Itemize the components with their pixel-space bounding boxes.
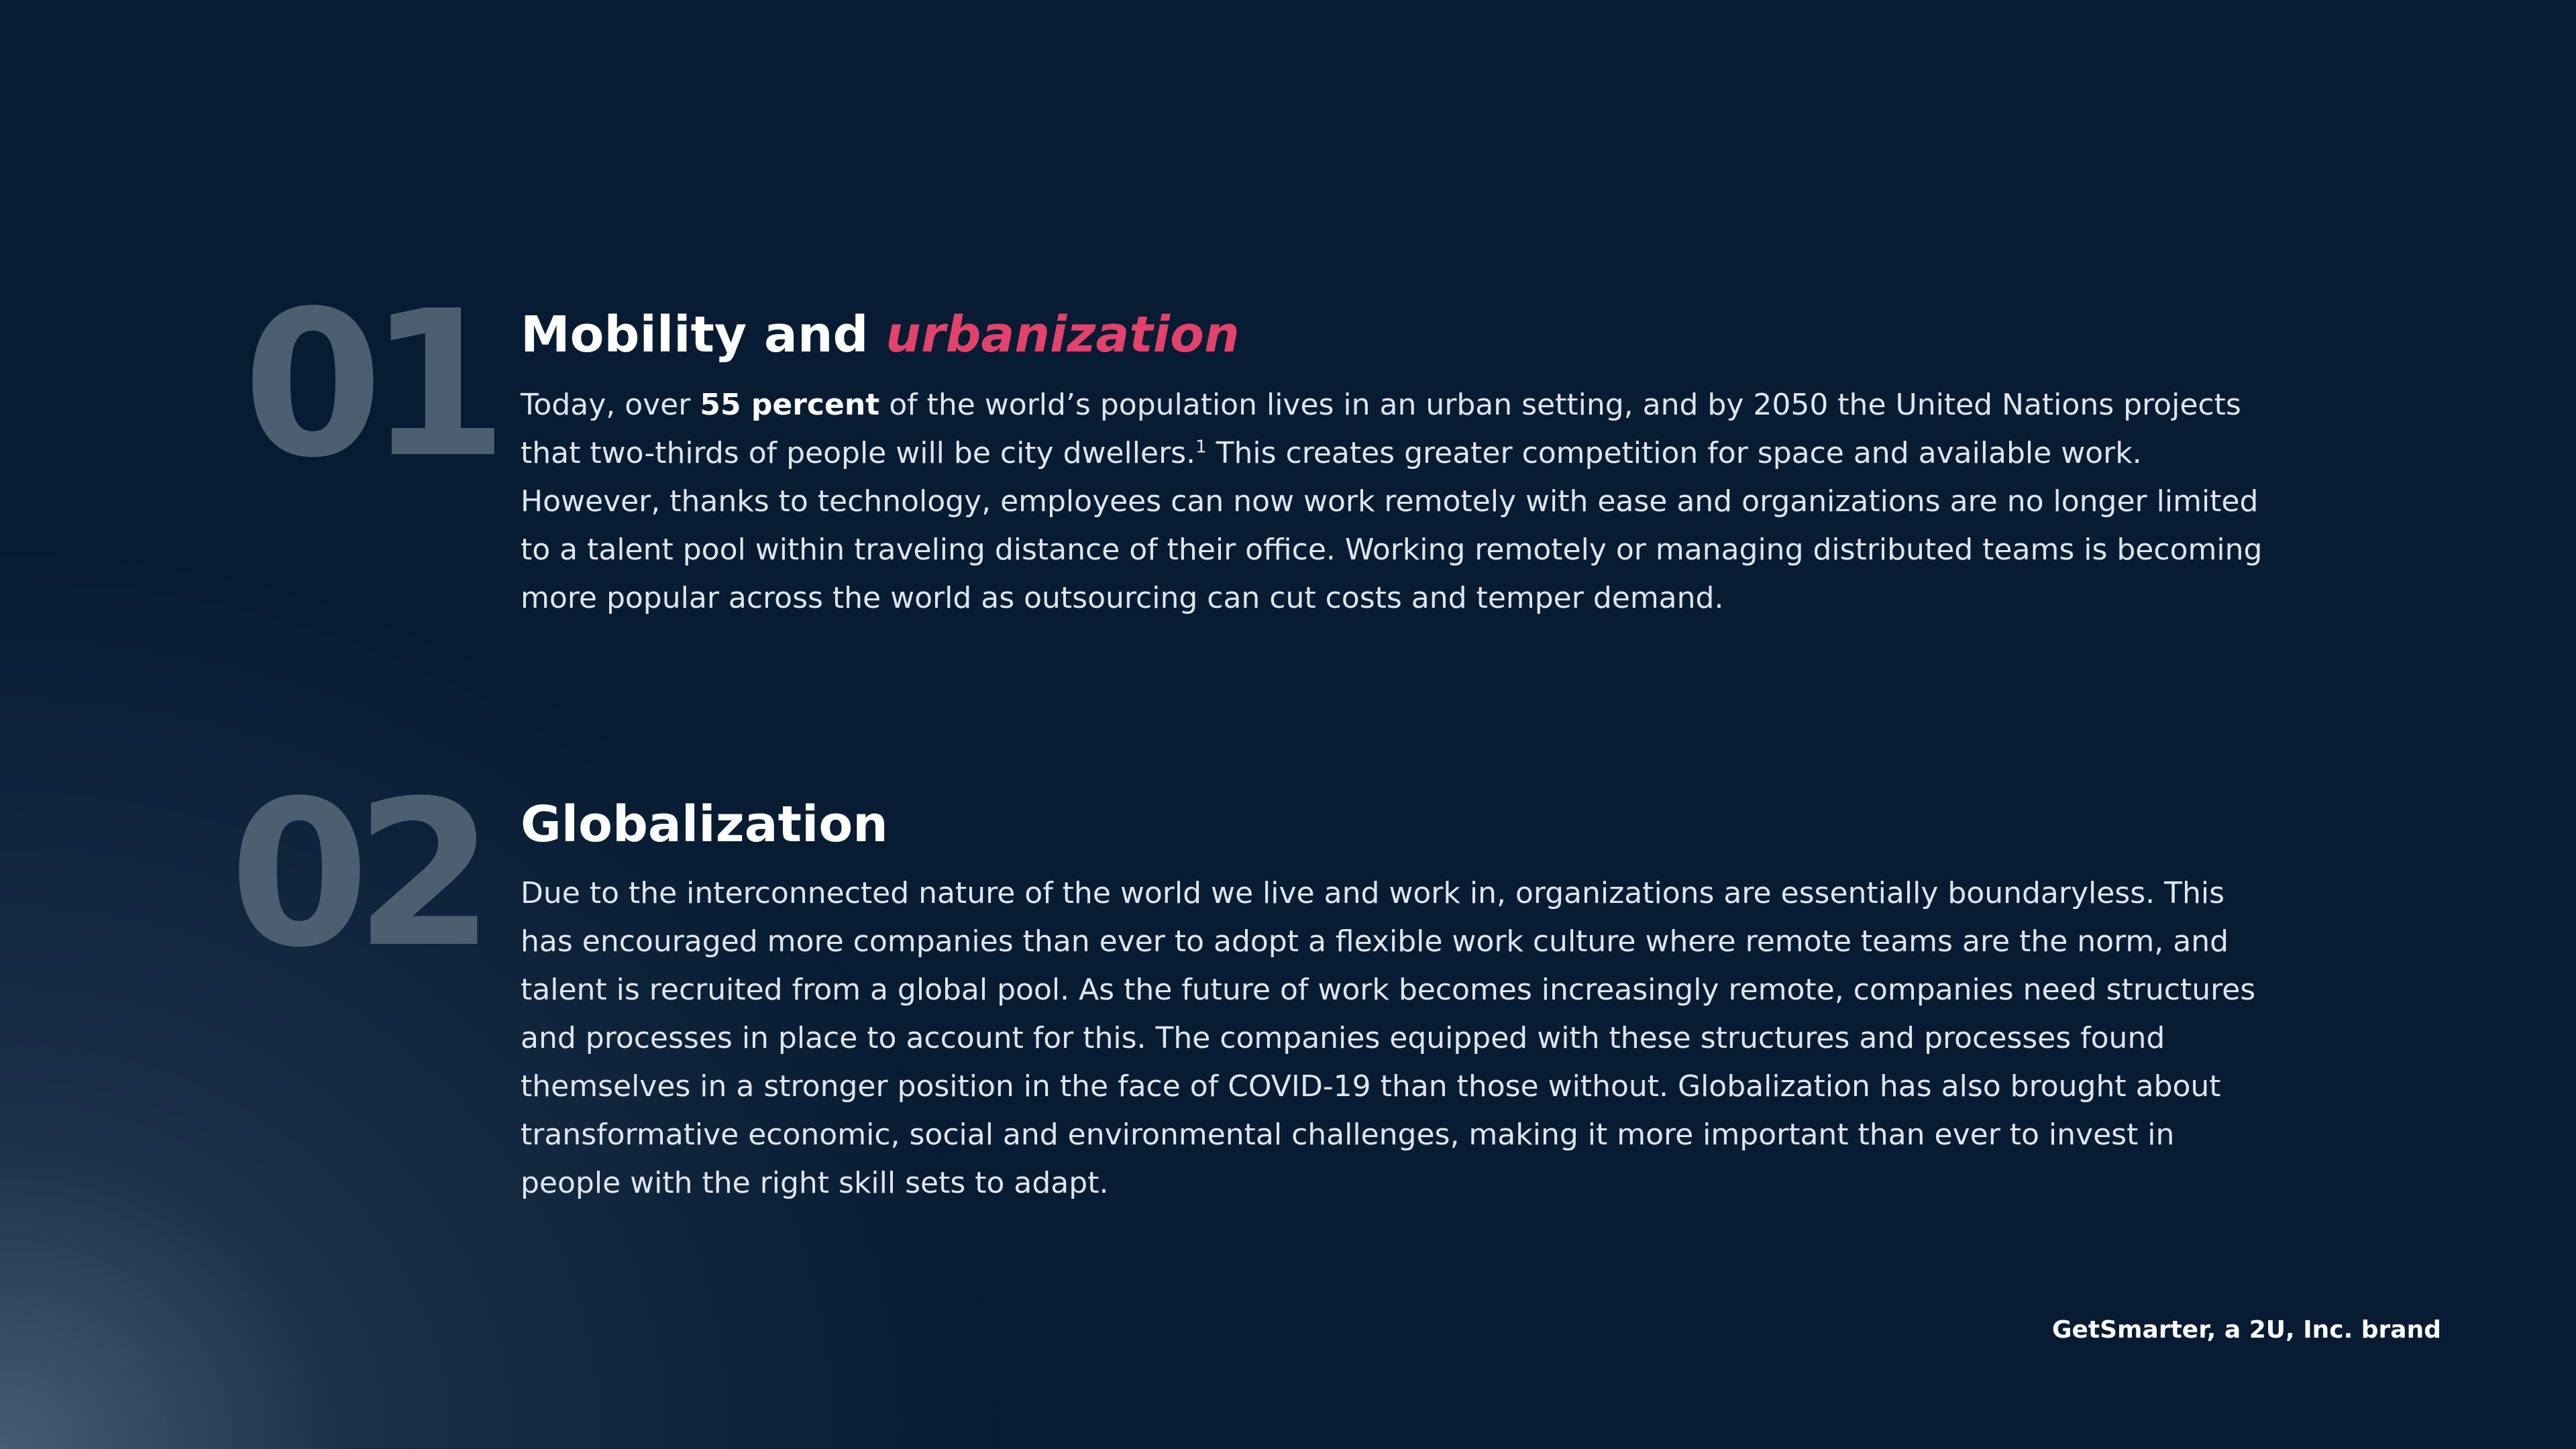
section-title — [521, 306, 1240, 364]
section-title-text: Mobility and — [521, 306, 886, 364]
section-number: 02 — [229, 757, 480, 991]
body-highlight-statistic: 55 percent — [700, 388, 880, 422]
section-number: 01 — [243, 268, 494, 502]
body-text-2: of the world’s population lives in an urban setting, and by 2050 the United Nations projects that two-thirds of people will be city dwellers. — [521, 388, 2241, 470]
section-body: Due to the interconnected nature of the world we live and work in, organizations are essentially boundaryless. This has encouraged more companies than ever to adopt a flexible work culture where remote teams are the norm, and talent is recruited from a global pool. As the future of work becomes increasingly remote, companies need structures and processes in place to account for this. The companies equipped with these structures and processes found themselves in a stronger position in the face of COVID-19 than those without. Globalization has also brought about transformative economic, social and environmental challenges, making it more important than ever to invest in people with the right skill sets to adapt. — [521, 876, 2256, 1200]
body-text-1: Today, over — [521, 388, 700, 422]
section-title-accent: urbanization — [885, 306, 1240, 364]
section-title: Globalization — [521, 796, 888, 853]
section-body — [521, 381, 2265, 623]
body-text-3: This creates greater competition for space and available work. However, thanks to technology, employees can now work remotely with ease and organizations are no longer limited to a talent pool within traveling distance of their office. Working remotely or managing distributed teams is becoming more popular across the world as outsourcing can cut costs and temper demand. — [521, 436, 2263, 615]
footer-brand: GetSmarter, a 2U, Inc. brand — [2051, 1316, 2441, 1344]
footnote-marker: 1 — [1195, 437, 1207, 458]
